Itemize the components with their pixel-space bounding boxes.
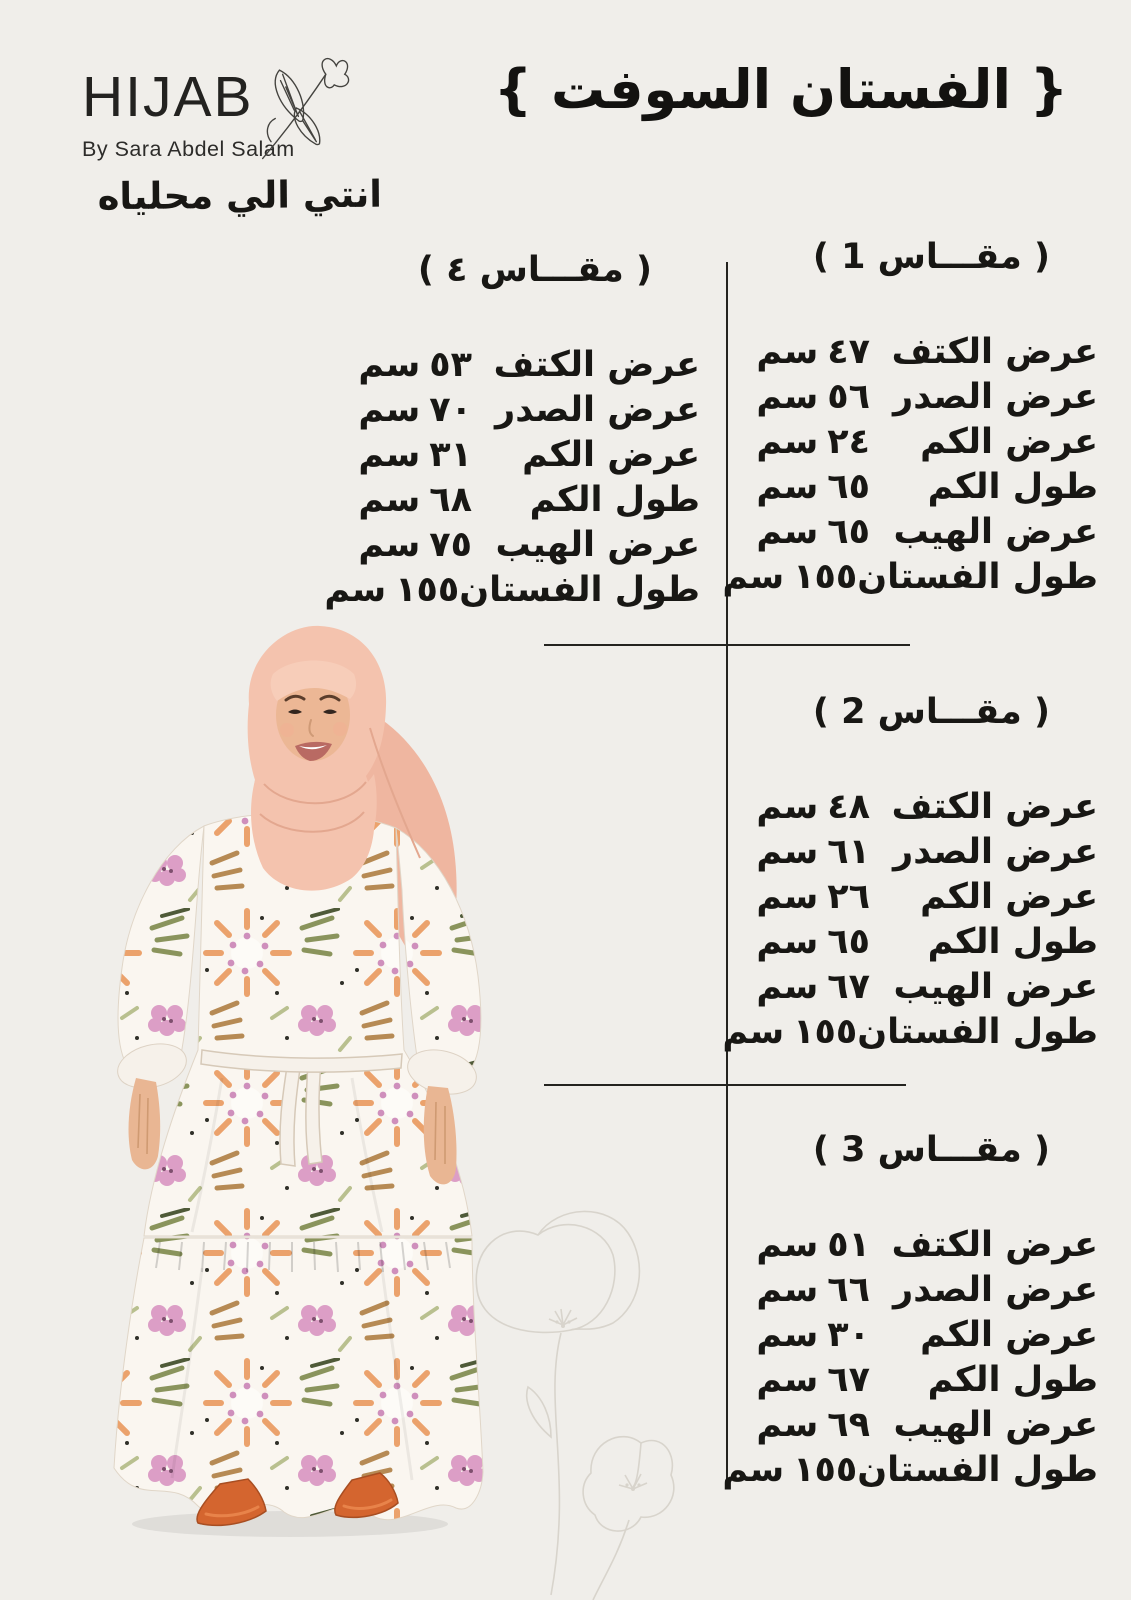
measurement-unit: سم <box>756 332 819 372</box>
measurement-row <box>722 555 1098 600</box>
measurement-label: طول الفستان <box>459 570 700 610</box>
measurement-label: عرض الكتف <box>891 332 1098 372</box>
measurement-unit: سم <box>756 1315 819 1355</box>
brand-logo <box>82 65 383 219</box>
measurement-row <box>324 568 700 613</box>
measurement-value: ٦٥ سم <box>738 920 870 965</box>
vertical-divider <box>726 262 728 1487</box>
measurement-unit: سم <box>358 435 421 475</box>
measurement-label: عرض الصدر <box>893 1270 1098 1310</box>
measurement-unit: سم <box>358 480 421 520</box>
measurement-label: عرض الكم <box>920 1315 1098 1355</box>
measurement-unit: سم <box>756 1270 819 1310</box>
size-1-table <box>722 235 1098 600</box>
measurement-unit: سم <box>358 525 421 565</box>
measurement-value: ٤٨ سم <box>738 785 870 830</box>
measurement-value: ٦١ سم <box>738 830 870 875</box>
measurement-row <box>738 1403 1098 1448</box>
measurement-label: طول الفستان <box>857 1450 1098 1490</box>
measurement-label: عرض الصدر <box>893 377 1098 417</box>
measurement-row <box>340 343 700 388</box>
measurement-value: ٧٥ سم <box>340 523 472 568</box>
measurement-unit: سم <box>756 422 819 462</box>
measurement-label: عرض الكم <box>522 435 700 475</box>
flower-doodle-icon <box>443 1175 678 1600</box>
measurement-row <box>738 465 1098 510</box>
measurement-value: ٤٧ سم <box>738 330 870 375</box>
flower-branch-icon <box>250 54 350 162</box>
measurement-label: طول الكم <box>927 922 1098 962</box>
measurement-label: طول الفستان <box>857 557 1098 597</box>
measurement-value: ٥٣ سم <box>340 343 472 388</box>
horizontal-divider-2 <box>544 1084 906 1086</box>
measurement-label: عرض الهيب <box>495 525 700 565</box>
measurement-unit: سم <box>324 570 387 610</box>
measurement-value: ٧٠ سم <box>340 388 472 433</box>
measurement-unit: سم <box>756 377 819 417</box>
measurement-unit: سم <box>756 967 819 1007</box>
size-4-header: ( مقـــاس ٤ ) <box>417 250 652 290</box>
measurement-row <box>738 1268 1098 1313</box>
measurement-unit: سم <box>358 345 421 385</box>
measurement-unit: سم <box>358 390 421 430</box>
measurement-label: عرض الهيب <box>893 512 1098 552</box>
measurement-label: عرض الصدر <box>495 390 700 430</box>
measurement-row <box>340 388 700 433</box>
brand-tagline: انتي الي محلياه <box>97 172 383 219</box>
measurement-value: ١٥٥ سم <box>725 555 857 600</box>
measurement-value: ٥٦ سم <box>738 375 870 420</box>
measurement-value: ٦٦ سم <box>738 1268 870 1313</box>
measurement-value: ٦٨ سم <box>340 478 472 523</box>
size-2-table <box>722 690 1098 1055</box>
measurement-row <box>722 1448 1098 1493</box>
size-4-table <box>324 248 700 613</box>
measurement-unit: سم <box>756 787 819 827</box>
measurement-label: عرض الكم <box>920 877 1098 917</box>
measurement-value: ١٥٥ سم <box>725 1010 857 1055</box>
measurement-row <box>738 420 1098 465</box>
measurement-value: ٦٧ سم <box>738 1358 870 1403</box>
measurement-unit: سم <box>756 1225 819 1265</box>
measurement-unit: سم <box>756 1360 819 1400</box>
horizontal-divider-1 <box>544 644 910 646</box>
measurement-unit: سم <box>756 467 819 507</box>
measurement-unit: سم <box>756 1405 819 1445</box>
measurement-row <box>738 1358 1098 1403</box>
model-photo <box>52 608 497 1548</box>
measurement-label: عرض الكتف <box>891 1225 1098 1265</box>
measurement-value: ٦٧ سم <box>738 965 870 1010</box>
measurement-unit: سم <box>722 1450 785 1490</box>
measurement-label: طول الفستان <box>857 1012 1098 1052</box>
measurement-row <box>738 785 1098 830</box>
measurement-value: ٣٠ سم <box>738 1313 870 1358</box>
measurement-row <box>722 1010 1098 1055</box>
measurement-label: طول الكم <box>529 480 700 520</box>
brand-name: HIJAB <box>82 65 254 129</box>
measurement-value: ٦٥ سم <box>738 510 870 555</box>
measurement-label: طول الكم <box>927 1360 1098 1400</box>
size-2-header: ( مقـــاس 2 ) <box>812 692 1050 732</box>
measurement-row <box>738 375 1098 420</box>
measurement-unit: سم <box>722 1012 785 1052</box>
measurement-row <box>340 433 700 478</box>
size-1-header: ( مقـــاس 1 ) <box>812 237 1050 277</box>
measurement-row <box>738 875 1098 920</box>
measurement-value: ١٥٥ سم <box>725 1448 857 1493</box>
measurement-row <box>738 330 1098 375</box>
measurement-row <box>738 1223 1098 1268</box>
measurement-row <box>340 478 700 523</box>
measurement-label: عرض الكم <box>920 422 1098 462</box>
measurement-row <box>738 920 1098 965</box>
brand-byline: By Sara Abdel Salam <box>82 137 295 161</box>
measurement-unit: سم <box>756 832 819 872</box>
measurement-value: ٢٤ سم <box>738 420 870 465</box>
measurement-unit: سم <box>756 877 819 917</box>
size-3-header: ( مقـــاس 3 ) <box>812 1130 1050 1170</box>
measurement-label: طول الكم <box>927 467 1098 507</box>
measurement-label: عرض الكتف <box>891 787 1098 827</box>
measurement-value: ١٥٥ سم <box>327 568 459 613</box>
measurement-row <box>738 510 1098 555</box>
measurement-unit: سم <box>756 922 819 962</box>
measurement-row <box>738 830 1098 875</box>
measurement-unit: سم <box>756 512 819 552</box>
measurement-value: ٥١ سم <box>738 1223 870 1268</box>
measurement-label: عرض الصدر <box>893 832 1098 872</box>
measurement-value: ٣١ سم <box>340 433 472 478</box>
measurement-value: ٦٩ سم <box>738 1403 870 1448</box>
measurement-row <box>738 965 1098 1010</box>
measurement-label: عرض الهيب <box>893 967 1098 1007</box>
measurement-value: ٦٥ سم <box>738 465 870 510</box>
measurement-label: عرض الكتف <box>493 345 700 385</box>
measurement-value: ٢٦ سم <box>738 875 870 920</box>
page-title: { الفستان السوفت } <box>493 58 1069 121</box>
measurement-row <box>340 523 700 568</box>
measurement-unit: سم <box>722 557 785 597</box>
size-3-table <box>722 1128 1098 1493</box>
measurement-label: عرض الهيب <box>893 1405 1098 1445</box>
measurement-row <box>738 1313 1098 1358</box>
